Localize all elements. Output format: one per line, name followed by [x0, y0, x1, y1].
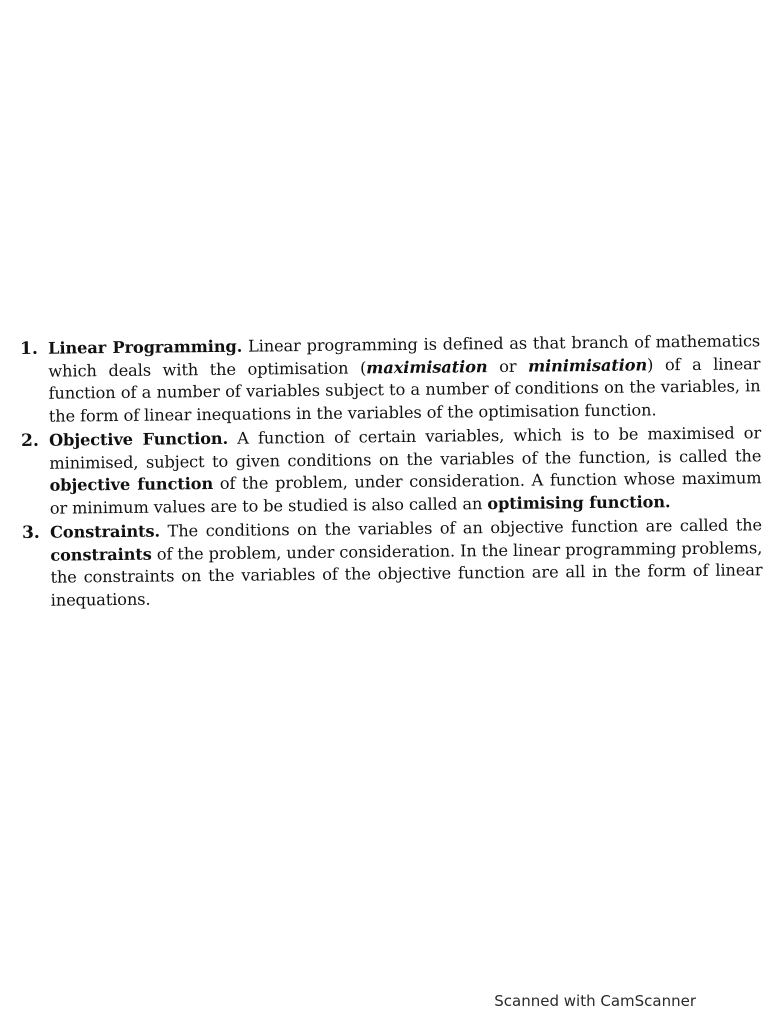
definition-italic-text: maximisation	[366, 356, 488, 377]
scanner-watermark: Scanned with CamScanner	[494, 992, 696, 1010]
definition-text: or	[487, 356, 529, 376]
definition-number: 2.	[20, 430, 39, 451]
definition-italic-text: minimisation	[527, 354, 648, 376]
definition-objective-function	[21, 422, 762, 520]
definition-linear-programming	[20, 330, 761, 428]
definitions-list	[20, 330, 763, 614]
definition-term: Constraints.	[49, 521, 161, 542]
definition-number: 3.	[21, 522, 40, 543]
definition-number: 1.	[20, 338, 38, 359]
definition-body	[49, 422, 762, 519]
definition-text: of the problem, under consideration. A function whose maximum or minimum values are to be studied is also called an	[49, 468, 762, 518]
definition-term: Objective Function.	[48, 428, 229, 450]
definition-text: ) of a linear function of a number of variables subject to a number of conditions on the variables, in the form of linear inequations in the variables of the optimisation function.	[48, 353, 761, 426]
definition-bold-text: objective function	[49, 473, 214, 495]
definition-text: of the problem, under consideration. In the linear programming problems, the constraints on the variables of the objective function are all in the form of linear inequations.	[50, 537, 763, 610]
definition-text: A function of certain variables, which is to be maximised or minimised, subject to given conditions on the variables of the function, is called the	[49, 423, 762, 473]
definition-body	[50, 514, 763, 611]
definition-term: Linear Programming.	[48, 336, 243, 358]
definition-text: The conditions on the variables of an objective function are called the	[159, 515, 763, 541]
definition-body	[48, 330, 761, 427]
definition-bold-text: constraints	[50, 544, 152, 565]
definition-bold-text: optimising function.	[487, 491, 671, 513]
definition-text: Linear programming is defined as that branch of mathematics which deals with the optimisation (	[48, 331, 761, 381]
definition-constraints	[22, 514, 763, 612]
